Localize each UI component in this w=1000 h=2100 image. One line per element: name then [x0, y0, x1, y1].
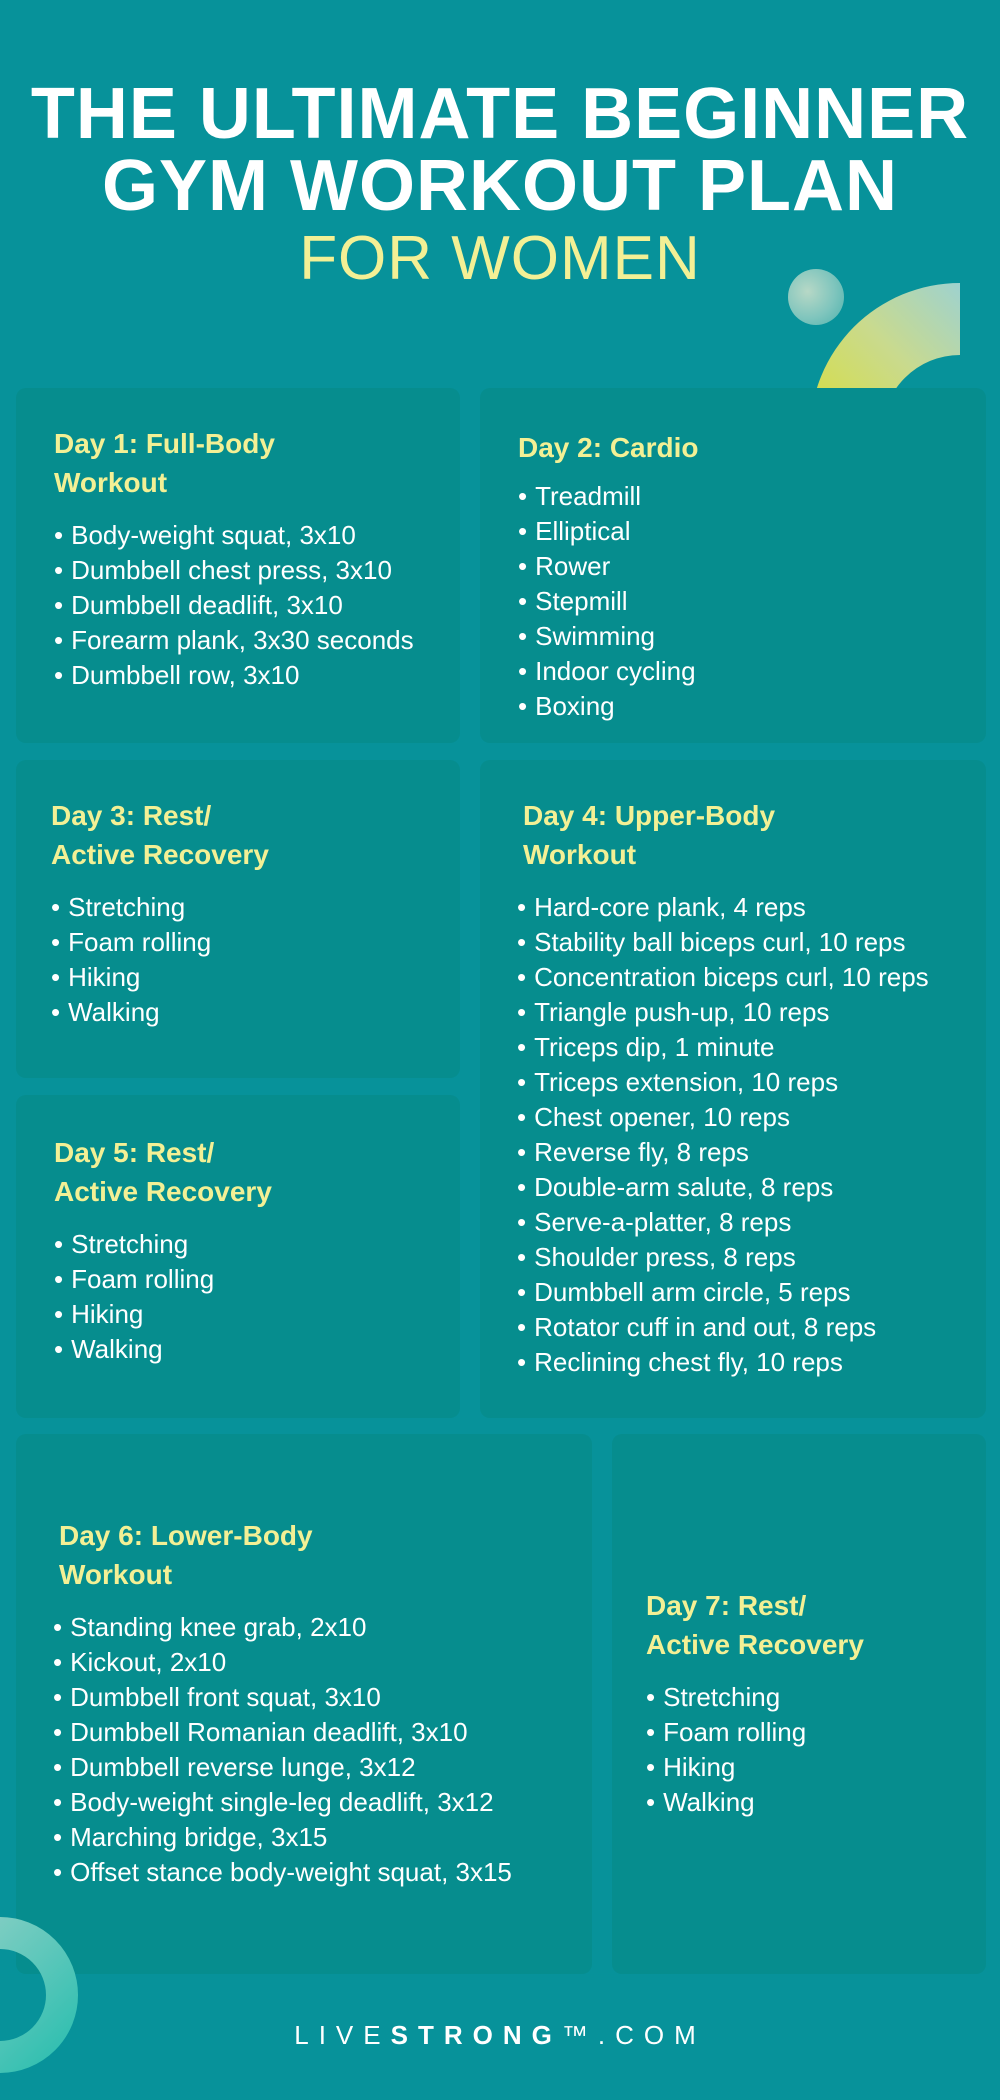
list-item: • Hard-core plank, 4 reps [517, 890, 986, 925]
brand-part-1: LIVE [294, 2020, 391, 2050]
list-item: • Treadmill [518, 479, 986, 514]
day-4-card [480, 760, 986, 1418]
day-3-title [51, 796, 460, 874]
list-item: • Triangle push-up, 10 reps [517, 995, 986, 1030]
day-2-card [480, 388, 986, 743]
list-item: • Standing knee grab, 2x10 [53, 1610, 592, 1645]
day-3-card [16, 760, 460, 1078]
list-item: • Stretching [54, 1227, 460, 1262]
day-6-card [16, 1434, 592, 1974]
day-1-title-line1: Day 1: Full-Body [54, 428, 275, 459]
list-item: • Double-arm salute, 8 reps [517, 1170, 986, 1205]
list-item: • Stability ball biceps curl, 10 reps [517, 925, 986, 960]
list-item: • Dumbbell chest press, 3x10 [54, 553, 460, 588]
list-item: • Indoor cycling [518, 654, 986, 689]
day-3-title-line1: Day 3: Rest/ [51, 800, 212, 831]
decorative-ring [0, 1900, 105, 2090]
list-item: • Elliptical [518, 514, 986, 549]
page-title [0, 74, 1000, 226]
list-item: • Foam rolling [54, 1262, 460, 1297]
day-5-title [54, 1133, 460, 1211]
list-item: • Rotator cuff in and out, 8 reps [517, 1310, 986, 1345]
list-item: • Triceps dip, 1 minute [517, 1030, 986, 1065]
day-2-title [518, 428, 986, 467]
day-1-list [54, 518, 460, 693]
list-item: • Walking [54, 1332, 460, 1367]
list-item: • Chest opener, 10 reps [517, 1100, 986, 1135]
list-item: • Swimming [518, 619, 986, 654]
day-7-card [612, 1434, 986, 1974]
list-item: • Boxing [518, 689, 986, 724]
day-1-card [16, 388, 460, 743]
list-item: • Stepmill [518, 584, 986, 619]
day-2-list [518, 479, 986, 724]
day-7-title [646, 1586, 986, 1664]
list-item: • Dumbbell deadlift, 3x10 [54, 588, 460, 623]
day-6-list [53, 1610, 592, 1890]
list-item: • Hiking [51, 960, 460, 995]
list-item: • Stretching [646, 1680, 986, 1715]
list-item: • Hiking [54, 1297, 460, 1332]
day-5-title-line2: Active Recovery [54, 1176, 272, 1207]
day-4-title [523, 796, 986, 874]
day-7-list [646, 1680, 986, 1820]
brand-logo [0, 2020, 1000, 2051]
list-item: • Rower [518, 549, 986, 584]
list-item: • Dumbbell front squat, 3x10 [53, 1680, 592, 1715]
list-item: • Reverse fly, 8 reps [517, 1135, 986, 1170]
list-item: • Marching bridge, 3x15 [53, 1820, 592, 1855]
title-line-2: GYM WORKOUT PLAN [102, 146, 898, 226]
day-5-list [54, 1227, 460, 1367]
list-item: • Dumbbell reverse lunge, 3x12 [53, 1750, 592, 1785]
day-6-title-line2: Workout [59, 1559, 173, 1590]
day-6-title [59, 1516, 592, 1594]
day-3-title-line2: Active Recovery [51, 839, 269, 870]
day-1-title [54, 424, 460, 502]
list-item: • Dumbbell Romanian deadlift, 3x10 [53, 1715, 592, 1750]
day-3-list [51, 890, 460, 1030]
list-item: • Stretching [51, 890, 460, 925]
list-item: • Foam rolling [51, 925, 460, 960]
list-item: • Serve-a-platter, 8 reps [517, 1205, 986, 1240]
day-4-list [517, 890, 986, 1380]
list-item: • Walking [646, 1785, 986, 1820]
list-item: • Foam rolling [646, 1715, 986, 1750]
day-4-title-line1: Day 4: Upper-Body [523, 800, 776, 831]
list-item: • Hiking [646, 1750, 986, 1785]
list-item: • Walking [51, 995, 460, 1030]
day-4-title-line2: Workout [523, 839, 637, 870]
brand-part-3: ™.COM [561, 2020, 706, 2050]
title-line-1: THE ULTIMATE BEGINNER [30, 74, 970, 154]
day-7-title-line2: Active Recovery [646, 1629, 864, 1660]
list-item: • Dumbbell row, 3x10 [54, 658, 460, 693]
day-7-title-line1: Day 7: Rest/ [646, 1590, 807, 1621]
list-item: • Body-weight squat, 3x10 [54, 518, 460, 553]
day-5-title-line1: Day 5: Rest/ [54, 1137, 215, 1168]
day-2-title-line1: Day 2: Cardio [518, 432, 699, 463]
list-item: • Forearm plank, 3x30 seconds [54, 623, 460, 658]
list-item: • Concentration biceps curl, 10 reps [517, 960, 986, 995]
list-item: • Triceps extension, 10 reps [517, 1065, 986, 1100]
day-1-title-line2: Workout [54, 467, 168, 498]
list-item: • Reclining chest fly, 10 reps [517, 1345, 986, 1380]
list-item: • Offset stance body-weight squat, 3x15 [53, 1855, 592, 1890]
day-5-card [16, 1095, 460, 1418]
page-subtitle: FOR WOMEN [299, 224, 701, 293]
day-6-title-line1: Day 6: Lower-Body [59, 1520, 313, 1551]
list-item: • Shoulder press, 8 reps [517, 1240, 986, 1275]
list-item: • Body-weight single-leg deadlift, 3x12 [53, 1785, 592, 1820]
list-item: • Kickout, 2x10 [53, 1645, 592, 1680]
list-item: • Dumbbell arm circle, 5 reps [517, 1275, 986, 1310]
brand-part-2: STRONG [390, 2020, 562, 2050]
